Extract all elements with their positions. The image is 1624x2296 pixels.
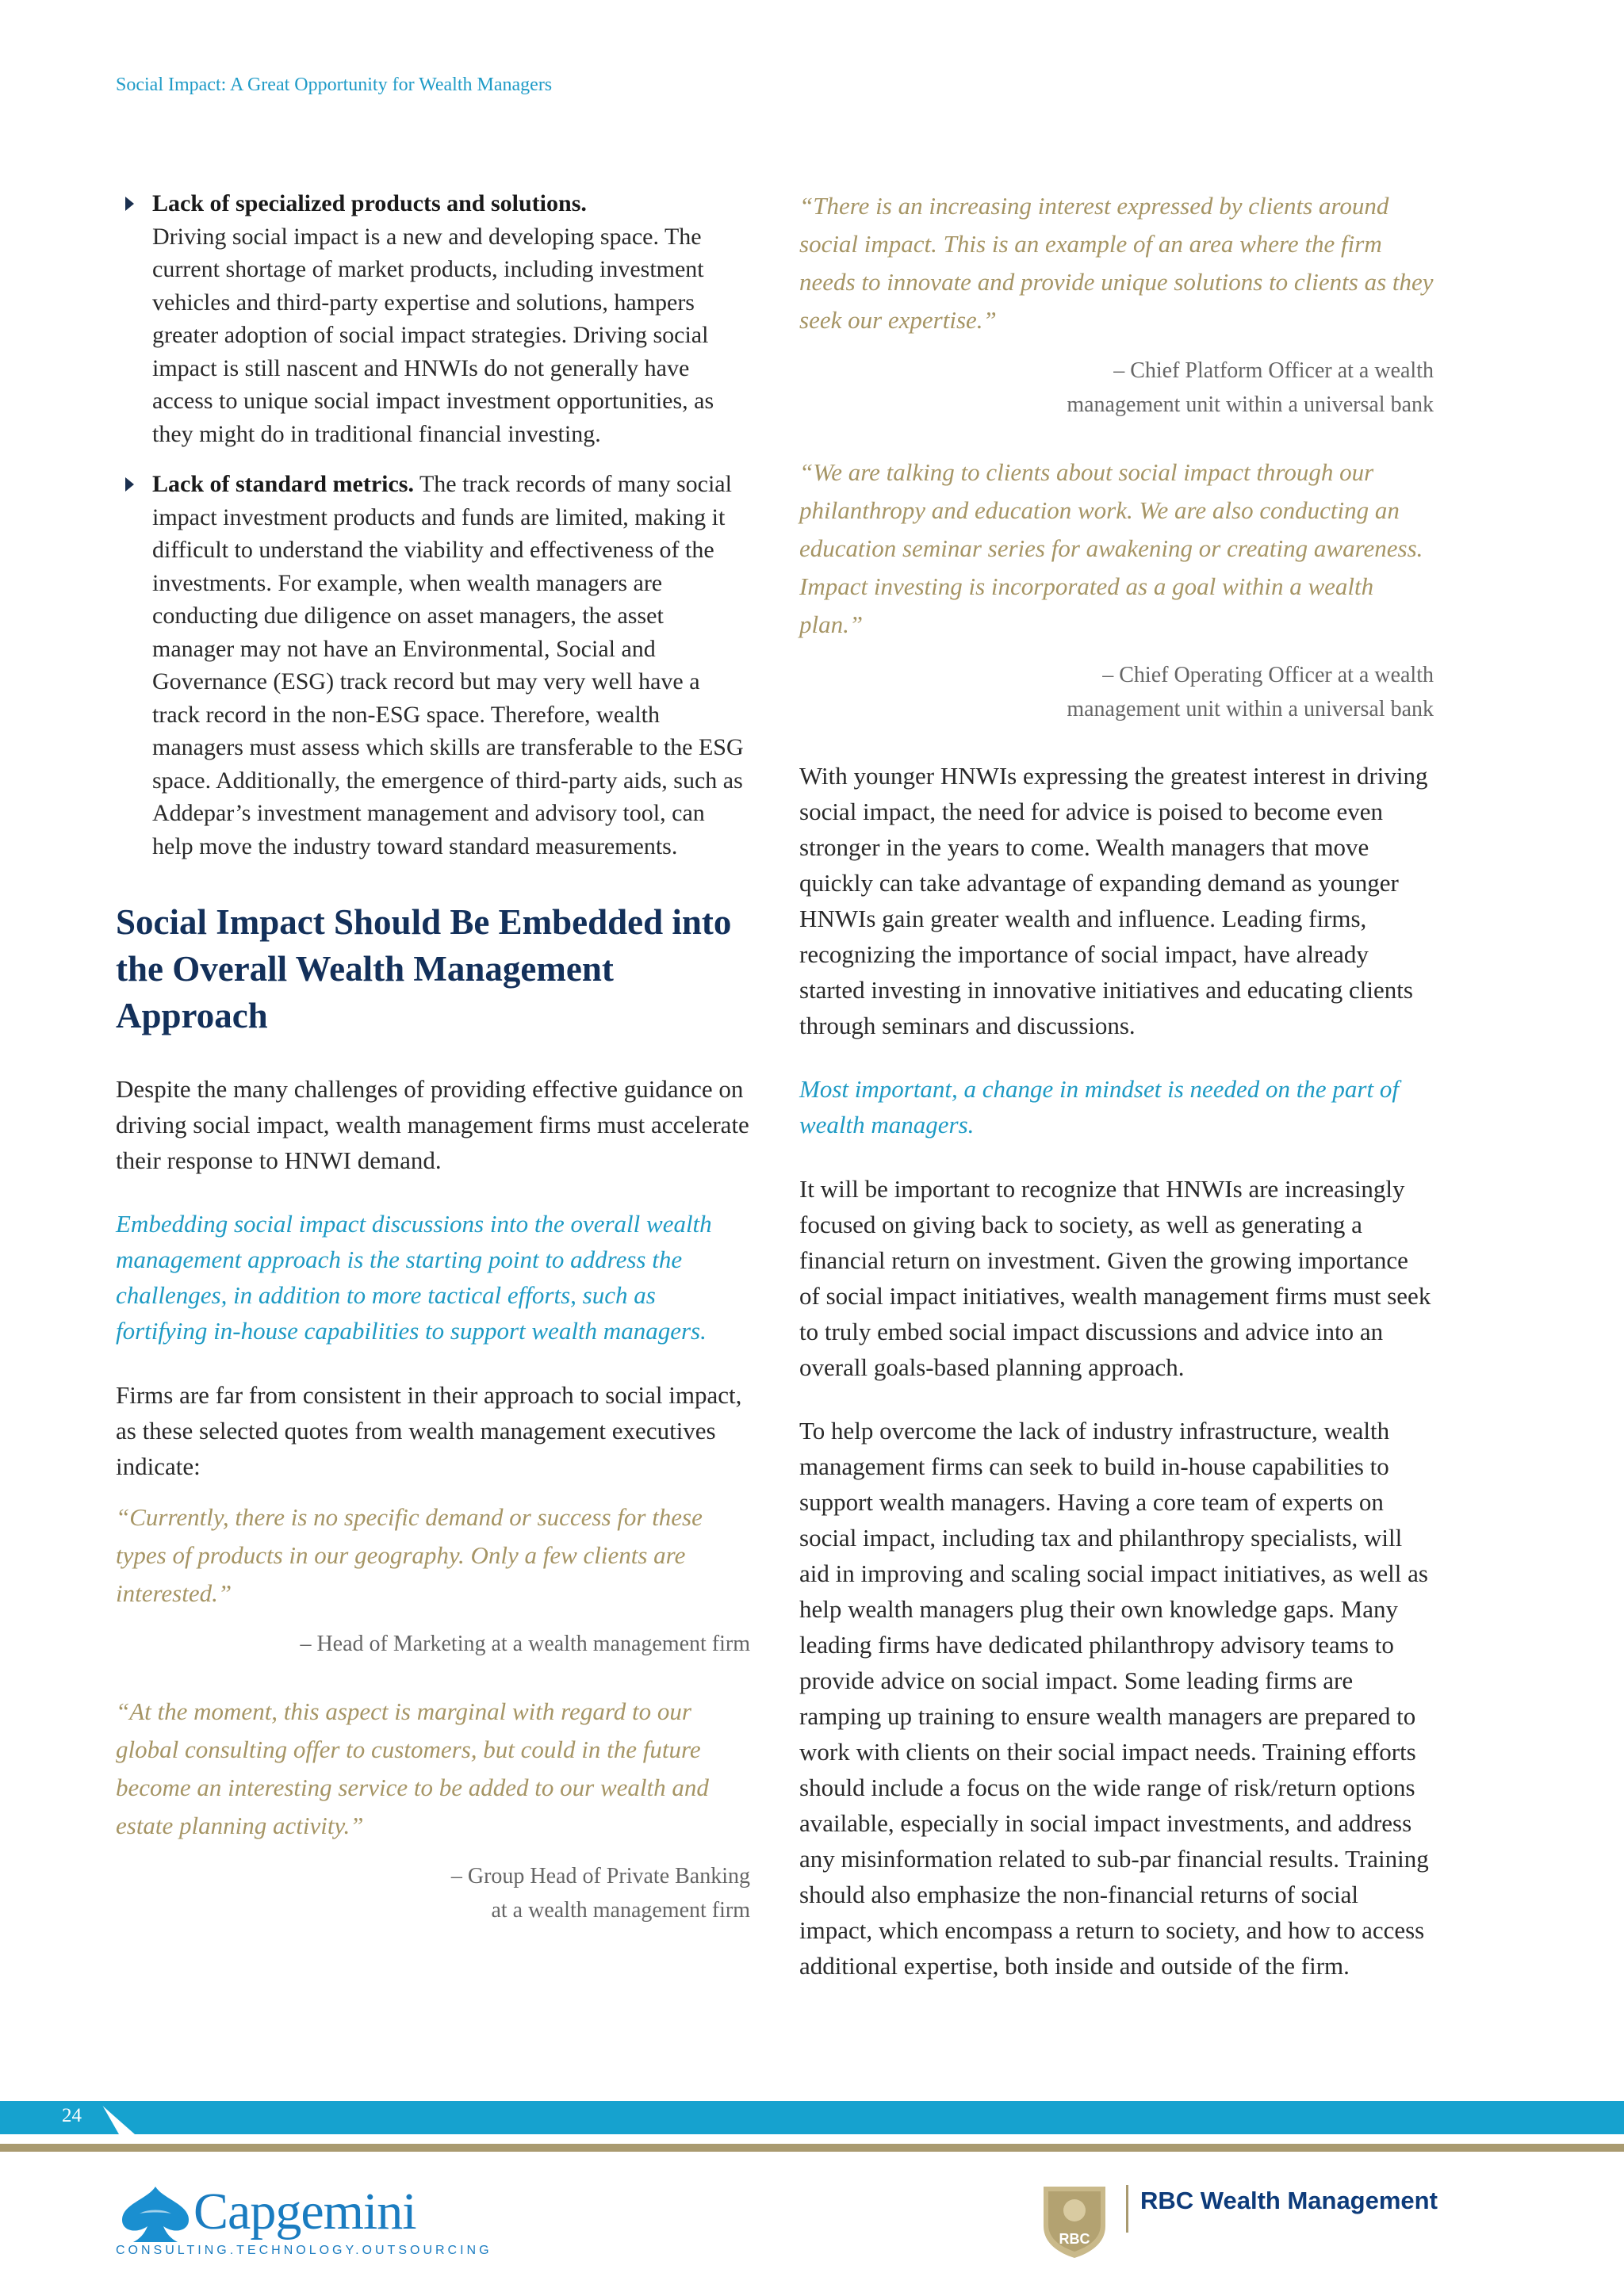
body-paragraph: To help overcome the lack of industry infrastructure, wealth management firms can seek to build in-house capabilities to support wealth managers. Having a core team of experts on social impact, including tax and philanthropy specialists, will aid in improving and scaling social impact initiatives, as well as help wealth managers plug their own knowledge gaps. Many leading firms have dedicated philanthropy advisory teams to provide advice on social impact. Some leading firms are ramping up training to ensure wealth managers are prepared to work with clients on their social impact needs. Training efforts should include a focus on the wide range of risk/return options available, especially in social impact investments, and address any misinformation related to sub-par financial results. Training should also emphasize the non-financial returns of social impact, which encompass a return to society, and how to access additional expertise, both inside and outside of the firm. (799, 1417, 1429, 1980)
body-paragraph: Firms are far from consistent in their approach to social impact, as these selected quotes from wealth management executives indicate: (116, 1381, 742, 1480)
rbc-logo (1039, 2183, 1134, 2260)
footer-notch-tab (0, 2101, 119, 2134)
bullet-text: Driving social impact is a new and developing space. The current shortage of market products, including investment vehicles and third-party expertise and solutions, hampers greater adoption of social impact strategies. Driving social impact is still nascent and HNWIs do not generally have access to unique social impact investment opportunities, as they might do in traditional financial investing. (152, 223, 714, 447)
capgemini-logo (116, 2182, 492, 2261)
bullet-item (116, 187, 750, 450)
quote-text: “We are talking to clients about social impact through our philanthropy and education work. We are also conducting an education seminar series for awakening or creating awareness. Impact investing is incorporated as a goal within a wealth plan.” (799, 458, 1423, 638)
quote-attribution (799, 354, 1434, 422)
rbc-wordmark: RBC Wealth Management (1140, 2187, 1438, 2214)
callout-text: Embedding social impact discussions into the overall wealth management approach is the starting point to address the challenges, in addition to more tactical efforts, such as fortifying in-house capabilities to support wealth managers. (116, 1210, 712, 1345)
running-header: Social Impact: A Great Opportunity for Wealth Managers (116, 75, 553, 95)
attribution-line: management unit within a universal bank (1067, 697, 1434, 721)
rbc-divider (1126, 2185, 1128, 2233)
body-paragraph: With younger HNWIs expressing the greatest interest in driving social impact, the need for advice is poised to become even stronger in the years to come. Wealth managers that move quickly can take advantage of expanding demand as younger HNWIs gain greater wealth and influence. Leading firms, recognizing the importance of social impact, have already started investing in innovative initiatives and educating clients through seminars and discussions. (799, 762, 1428, 1039)
attribution-line: at a wealth management firm (491, 1898, 750, 1923)
triangle-bullet-icon (125, 477, 134, 492)
attribution-line: – Group Head of Private Banking (450, 1864, 750, 1888)
capgemini-spade-icon (116, 2182, 195, 2245)
attribution-line: – Chief Operating Officer at a wealth (1102, 663, 1434, 687)
quote-attribution (799, 658, 1434, 726)
left-column (116, 187, 750, 1959)
body-paragraph: It will be important to recognize that HNWIs are increasingly focused on giving back to society, as well as generating a financial return on investment. Given the growing importance of social impact initiatives, wealth management firms must seek to truly embed social impact discussions and advice into an overall goals-based planning approach. (799, 1175, 1431, 1381)
footer-gold-rule (0, 2144, 1624, 2152)
callout-text: Most important, a change in mindset is needed on the part of wealth managers. (799, 1075, 1399, 1138)
right-column (799, 187, 1434, 2011)
section-title: Social Impact Should Be Embedded into the Overall Wealth Management Approach (116, 902, 732, 1035)
bullet-item (116, 468, 750, 863)
body-paragraph: Despite the many challenges of providing effective guidance on driving social impact, wealth management firms must accelerate their response to HNWI demand. (116, 1075, 749, 1174)
quote-text: “There is an increasing interest expressed by clients around social impact. This is an example of an area where the firm needs to innovate and provide unique solutions to clients as they seek our expertise.” (799, 192, 1434, 334)
rbc-shield-icon (1039, 2183, 1110, 2260)
page-number: 24 (62, 2105, 82, 2126)
footer-blue-band (0, 2101, 1624, 2134)
attribution-line: – Chief Platform Officer at a wealth (1113, 358, 1434, 383)
capgemini-wordmark: Capgemini (193, 2183, 416, 2241)
bullet-text: The track records of many social impact investment products and funds are limited, making it difficult to understand the viability and effectiveness of the investments. For example, when wealth managers are conducting due diligence on asset managers, the asset manager may not have an Environmental, Social and Governance (ESG) track record but may very well have a track record in the non-ESG space. Therefore, wealth managers must assess which skills are transferable to the ESG space. Additionally, the emergence of third-party aids, such as Addepar’s investment management and advisory tool, can help move the industry toward standard measurements. (152, 471, 744, 859)
triangle-bullet-icon (125, 197, 134, 211)
bullet-heading: Lack of standard metrics. (152, 471, 414, 497)
attribution-line: management unit within a universal bank (1067, 392, 1434, 417)
rbc-shield-text: RBC (1059, 2231, 1090, 2247)
quote-attribution (116, 1859, 750, 1927)
bullet-heading: Lack of specialized products and solutions. (152, 190, 587, 216)
capgemini-tagline: CONSULTING.TECHNOLOGY.OUTSOURCING (116, 2244, 492, 2257)
quote-text: “Currently, there is no specific demand or success for these types of products in our geography. Only a few clients are interested.” (116, 1503, 703, 1607)
quote-attribution: – Head of Marketing at a wealth management firm (300, 1632, 750, 1656)
quote-text: “At the moment, this aspect is marginal with regard to our global consulting offer to customers, but could in the future become an interesting service to be added to our wealth and estate planning activity.” (116, 1697, 709, 1839)
